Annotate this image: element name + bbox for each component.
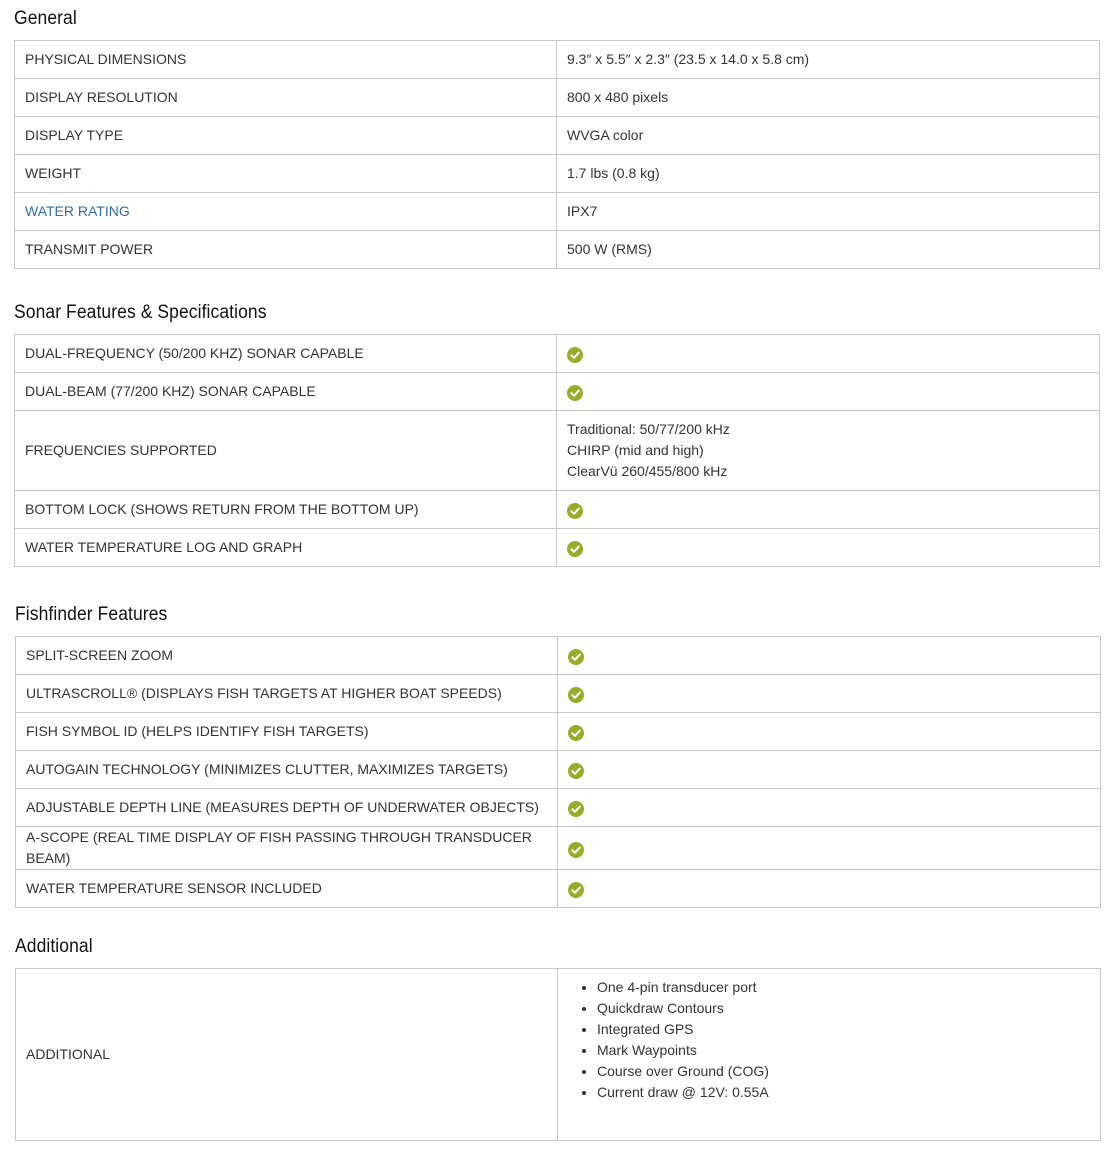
check-circle-icon [567, 541, 583, 557]
spec-label: SPLIT-SCREEN ZOOM [16, 637, 558, 675]
spec-label: AUTOGAIN TECHNOLOGY (MINIMIZES CLUTTER, MAXIMIZES TARGETS) [16, 751, 558, 789]
water-rating-link[interactable]: WATER RATING [15, 193, 557, 231]
spec-value [558, 637, 1101, 675]
list-item: • Course over Ground (COG) [597, 1061, 1090, 1082]
spec-value: IPX7 [557, 193, 1100, 231]
spec-label: DISPLAY RESOLUTION [15, 79, 557, 117]
table-row [16, 675, 1101, 713]
frequency-line: CHIRP (mid and high) [567, 442, 704, 458]
table-row [15, 335, 1100, 373]
list-item: • One 4-pin transducer port [597, 977, 1090, 998]
table-row [15, 231, 1100, 269]
spec-label: DUAL-FREQUENCY (50/200 KHZ) SONAR CAPABLE [15, 335, 557, 373]
spec-label: WEIGHT [15, 155, 557, 193]
spec-table-sonar [14, 334, 1100, 567]
spec-value: 9.3″ x 5.5″ x 2.3″ (23.5 x 14.0 x 5.8 cm) [557, 41, 1100, 79]
spec-table-additional [15, 968, 1101, 1141]
table-row [15, 373, 1100, 411]
spec-value [557, 335, 1100, 373]
spec-label: ULTRASCROLL® (DISPLAYS FISH TARGETS AT HIGHER BOAT SPEEDS) [16, 675, 558, 713]
list-item: • Current draw @ 12V: 0.55A [597, 1082, 1090, 1103]
spec-value [558, 789, 1101, 827]
check-circle-icon [568, 649, 584, 665]
spec-value [557, 491, 1100, 529]
section-title-fishfinder: Fishfinder Features [15, 604, 168, 625]
table-row [16, 637, 1101, 675]
spec-label: FISH SYMBOL ID (HELPS IDENTIFY FISH TARGETS) [16, 713, 558, 751]
list-item: • Integrated GPS [597, 1019, 1090, 1040]
spec-value-frequencies [557, 411, 1100, 491]
table-row [16, 789, 1101, 827]
spec-value-additional [558, 969, 1101, 1141]
table-row [15, 155, 1100, 193]
table-row [16, 969, 1101, 1141]
check-circle-icon [568, 725, 584, 741]
spec-label: PHYSICAL DIMENSIONS [15, 41, 557, 79]
section-title-general: General [14, 8, 77, 29]
spec-value [557, 373, 1100, 411]
spec-label: BOTTOM LOCK (SHOWS RETURN FROM THE BOTTOM UP) [15, 491, 557, 529]
spec-label: FREQUENCIES SUPPORTED [15, 411, 557, 491]
section-title-additional: Additional [15, 936, 93, 957]
check-circle-icon [567, 385, 583, 401]
check-circle-icon [568, 801, 584, 817]
table-row [16, 751, 1101, 789]
table-row [15, 79, 1100, 117]
spec-value: 500 W (RMS) [557, 231, 1100, 269]
spec-value [558, 713, 1101, 751]
spec-value [558, 827, 1101, 870]
spec-label: WATER TEMPERATURE LOG AND GRAPH [15, 529, 557, 567]
spec-value [558, 675, 1101, 713]
spec-table-general [14, 40, 1100, 269]
spec-label: A-SCOPE (REAL TIME DISPLAY OF FISH PASSING THROUGH TRANSDUCER BEAM) [16, 827, 558, 870]
list-item: • Mark Waypoints [597, 1040, 1090, 1061]
table-row [15, 529, 1100, 567]
table-row [15, 193, 1100, 231]
spec-label: DISPLAY TYPE [15, 117, 557, 155]
table-row [15, 41, 1100, 79]
check-circle-icon [568, 763, 584, 779]
spec-value: 1.7 lbs (0.8 kg) [557, 155, 1100, 193]
spec-value: 800 x 480 pixels [557, 79, 1100, 117]
frequency-line: ClearVü 260/455/800 kHz [567, 463, 728, 479]
table-row [15, 411, 1100, 491]
table-row [15, 491, 1100, 529]
spec-value [557, 529, 1100, 567]
check-circle-icon [567, 347, 583, 363]
table-row [15, 117, 1100, 155]
check-circle-icon [568, 687, 584, 703]
spec-value [558, 870, 1101, 908]
spec-label: DUAL-BEAM (77/200 KHZ) SONAR CAPABLE [15, 373, 557, 411]
list-item: • Quickdraw Contours [597, 998, 1090, 1019]
table-row [16, 827, 1101, 870]
additional-list [568, 977, 1090, 1103]
table-row [16, 870, 1101, 908]
spec-value [558, 751, 1101, 789]
check-circle-icon [568, 842, 584, 858]
spec-label: ADDITIONAL [16, 969, 558, 1141]
frequency-line: Traditional: 50/77/200 kHz [567, 421, 730, 437]
spec-table-fishfinder [15, 636, 1101, 908]
check-circle-icon [568, 882, 584, 898]
section-title-sonar: Sonar Features & Specifications [14, 302, 267, 323]
spec-label: TRANSMIT POWER [15, 231, 557, 269]
spec-label: ADJUSTABLE DEPTH LINE (MEASURES DEPTH OF UNDERWATER OBJECTS) [16, 789, 558, 827]
check-circle-icon [567, 503, 583, 519]
spec-value: WVGA color [557, 117, 1100, 155]
table-row [16, 713, 1101, 751]
spec-label: WATER TEMPERATURE SENSOR INCLUDED [16, 870, 558, 908]
